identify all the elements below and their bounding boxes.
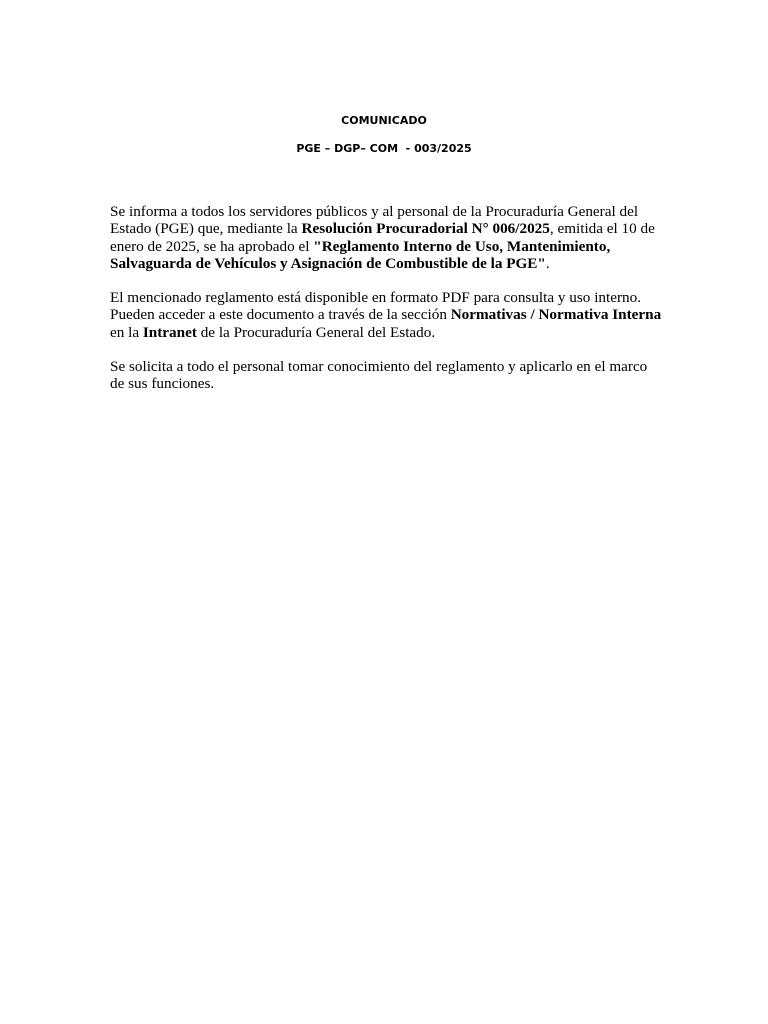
- paragraph-text: , emitida el 10 de enero de 2025, se ha aprobado el: [110, 220, 655, 255]
- paragraph-availability: [110, 289, 662, 341]
- document-title: COMUNICADO: [341, 114, 427, 127]
- document-body: [110, 203, 662, 410]
- paragraph-text: .: [545, 254, 550, 272]
- paragraph-text: en la: [110, 323, 143, 341]
- paragraph-text: Se informa a todos los servidores públicos y al personal de la Procuraduría General del Estado (PGE) que, mediante la: [110, 203, 639, 238]
- resolution-reference: Resolución Procuradorial N° 006/2025: [301, 220, 550, 238]
- paragraph-text: Se solicita a todo el personal tomar conocimiento del reglamento y aplicarlo en el marco de sus funciones.: [110, 358, 648, 393]
- paragraph-text: de la Procuraduría General del Estado.: [196, 323, 436, 341]
- section-reference: Normativas / Normativa Interna: [450, 306, 662, 324]
- paragraph-request: [110, 358, 662, 393]
- intranet-reference: Intranet: [142, 323, 197, 341]
- paragraph-announcement: [110, 203, 662, 272]
- document-code: PGE – DGP– COM - 003/2025: [296, 142, 472, 155]
- regulation-title: "Reglamento Interno de Uso, Mantenimiento, Salvaguarda de Vehículos y Asignación de Combustible de la PGE": [110, 237, 611, 272]
- paragraph-text: El mencionado reglamento está disponible en formato PDF para consulta y uso interno. Pueden acceder a este documento a través de la sección: [110, 289, 642, 324]
